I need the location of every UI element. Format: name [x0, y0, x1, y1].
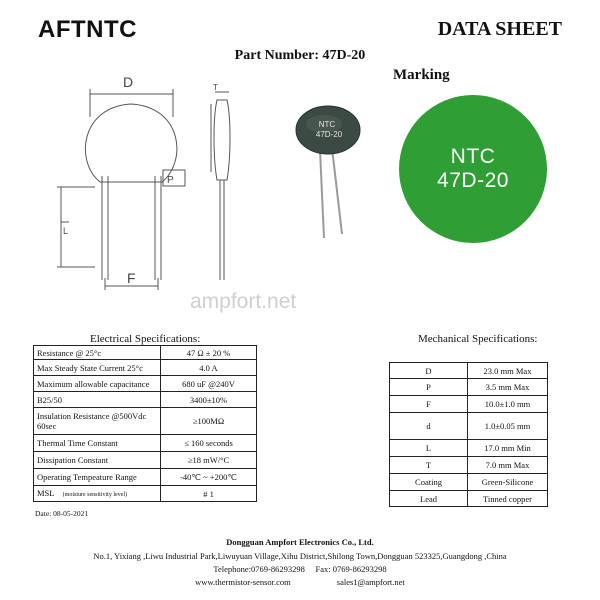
spec-label: Resistance @ 25°c: [34, 346, 161, 360]
spec-label: Thermal Time Constant: [34, 435, 161, 452]
spec-value: -40℃ ~ +200℃: [161, 469, 257, 486]
table-row: [34, 435, 257, 452]
msl-note: (moisture sensitivity level): [62, 491, 127, 498]
electrical-spec-title: Electrical Specifications:: [90, 333, 201, 345]
table-row: [390, 379, 548, 396]
table-row: [390, 363, 548, 379]
table-row: [34, 392, 257, 408]
dim-label-p: P: [167, 175, 174, 186]
product-photo: [290, 100, 370, 240]
footer-address: No.1, Yixiang ,Liwu Industrial Park,Liwuyuan Village,Xihu District,Shilong Town,Dongguan 523325,Guangdong ,China: [93, 551, 507, 561]
spec-value: 10.0±1.0 mm: [468, 396, 548, 413]
table-row: [390, 474, 548, 491]
electrical-spec-table: [33, 345, 257, 502]
spec-value: 1.0±0.05 mm: [468, 413, 548, 440]
document-title: DATA SHEET: [437, 18, 562, 40]
spec-value: Green-Silicone: [468, 474, 548, 491]
footer-company: Dongguan Ampfort Electronics Co., Ltd.: [226, 537, 374, 547]
spec-value: 3400±10%: [161, 392, 257, 408]
footer-email-link[interactable]: sales1@ampfort.net: [336, 577, 405, 587]
table-row: [390, 457, 548, 474]
spec-value: 23.0 mm Max: [468, 363, 548, 379]
dim-label-l: L: [63, 226, 69, 236]
footer-web: [0, 577, 600, 587]
spec-value: 47 Ω ± 20 %: [161, 346, 257, 360]
spec-value: ≥100MΩ: [161, 408, 257, 435]
spec-value: Tinned copper: [468, 491, 548, 507]
spec-value: 4.0 A: [161, 360, 257, 376]
dimension-drawing: [55, 72, 245, 294]
dim-label-t: T: [213, 83, 218, 92]
table-row: [390, 440, 548, 457]
spec-label: P: [390, 379, 468, 396]
mechanical-spec-title: Mechanical Specifications:: [418, 333, 538, 345]
table-row: [34, 486, 257, 502]
spec-label: Max Steady State Current 25°c: [34, 360, 161, 376]
spec-label: [34, 486, 161, 502]
marking-disc: [399, 95, 547, 243]
mechanical-spec-table: [389, 362, 548, 507]
footer-contact: [0, 564, 600, 574]
spec-label: L: [390, 440, 468, 457]
spec-label: T: [390, 457, 468, 474]
spec-label: Insulation Resistance @500Vdc 60sec: [34, 408, 161, 435]
spec-value: ≥18 mW/°C: [161, 452, 257, 469]
dim-label-f: F: [127, 270, 136, 286]
table-row: [390, 491, 548, 507]
spec-value: ≤ 160 seconds: [161, 435, 257, 452]
dim-label-d: D: [123, 74, 134, 90]
spec-value: 3.5 mm Max: [468, 379, 548, 396]
spec-label: B25/50: [34, 392, 161, 408]
table-row: [34, 360, 257, 376]
spec-value: 7.0 mm Max: [468, 457, 548, 474]
msl-label: MSL: [37, 487, 55, 498]
spec-label: Lead: [390, 491, 468, 507]
part-number: Part Number: 47D-20: [234, 48, 366, 63]
spec-label: Maximum allowable capacitance: [34, 376, 161, 392]
table-row: [34, 408, 257, 435]
spec-label: Dissipation Constant: [34, 452, 161, 469]
spec-value: # 1: [161, 486, 257, 502]
table-row: [390, 413, 548, 440]
table-row: [34, 376, 257, 392]
spec-label: d: [390, 413, 468, 440]
photo-text-line2: 47D-20: [315, 130, 343, 139]
spec-value: 680 uF @240V: [161, 376, 257, 392]
document-date: Date: 08-05-2021: [35, 509, 89, 518]
photo-text-line1: NTC: [318, 120, 336, 129]
spec-label: Coating: [390, 474, 468, 491]
footer-phone: Telephone:0769-86293298: [213, 564, 305, 574]
spec-label: Operating Tempeature Range: [34, 469, 161, 486]
brand-logo-text: AFTNTC: [38, 16, 137, 43]
watermark: ampfort.net: [190, 290, 297, 313]
spec-label: F: [390, 396, 468, 413]
spec-label: D: [390, 363, 468, 379]
table-row: [34, 452, 257, 469]
table-row: [34, 346, 257, 360]
table-row: [390, 396, 548, 413]
table-row: [34, 469, 257, 486]
marking-line-1: NTC: [450, 145, 496, 168]
footer-fax: Fax: 0769-86293298: [315, 564, 387, 574]
footer-website-link[interactable]: www.thermistor-sensor.com: [195, 577, 291, 587]
marking-line-2: 47D-20: [437, 169, 509, 192]
marking-title: Marking: [393, 67, 450, 83]
spec-value: 17.0 mm Min: [468, 440, 548, 457]
